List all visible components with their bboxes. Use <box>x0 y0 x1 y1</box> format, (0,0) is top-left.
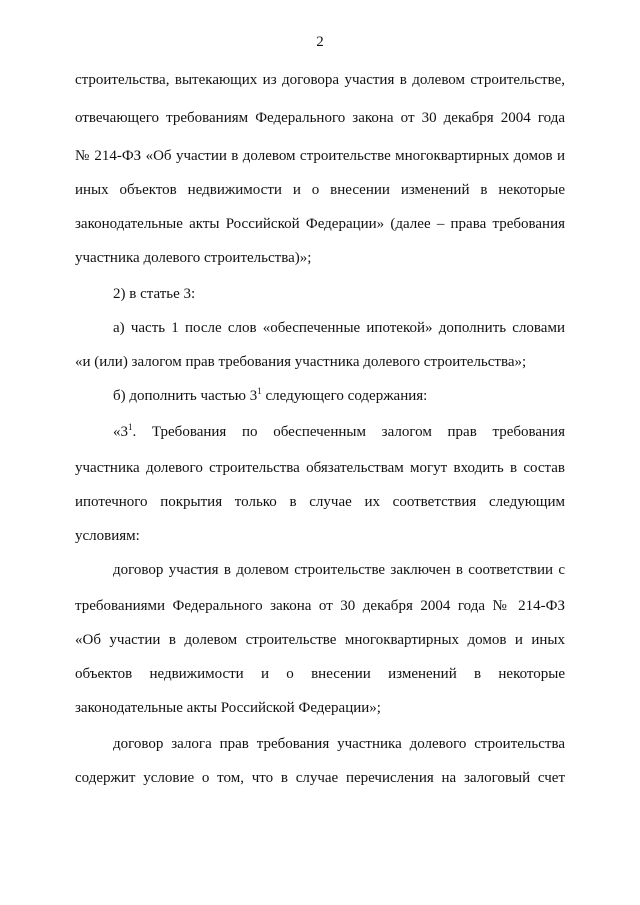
text-line: «и (или) залогом прав требования участника долевого строительства»; <box>75 354 527 370</box>
text-line: договор участия в долевом строительстве заключен в соответствии с <box>113 562 565 578</box>
text-line: строительства, вытекающих из договора участия в долевом строительстве, <box>75 72 565 88</box>
text-line-item-b <box>113 386 427 406</box>
item-b-text: б) дополнить частью 3 <box>113 388 258 404</box>
text-line: договор залога прав требования участника долевого строительства <box>113 736 565 752</box>
text-line-new-part <box>113 422 565 442</box>
text-line: а) часть 1 после слов «обеспеченные ипотекой» дополнить словами <box>113 320 565 336</box>
text-line: 2) в статье 3: <box>113 286 196 302</box>
text-line: содержит условие о том, что в случае перечисления на залоговый счет <box>75 770 565 786</box>
item-b-superscript: 1 <box>257 386 262 396</box>
text-line: законодательные акты Российской Федерации»; <box>75 700 381 716</box>
text-line: отвечающего требованиям Федерального закона от 30 декабря 2004 года <box>75 110 565 126</box>
text-line: участника долевого строительства)»; <box>75 250 312 266</box>
new-part-text: . Требования по обеспеченным залогом прав требования <box>132 424 565 440</box>
text-line: № 214-ФЗ «Об участии в долевом строительстве многоквартирных домов и <box>75 148 565 164</box>
text-line: условиям: <box>75 528 140 544</box>
text-line: требованиями Федерального закона от 30 декабря 2004 года № 214-ФЗ <box>75 598 565 614</box>
text-line: ипотечного покрытия только в случае их соответствия следующим <box>75 494 565 510</box>
text-line: законодательные акты Российской Федерации» (далее – права требования <box>75 216 565 232</box>
new-part-open: «3 <box>113 424 128 440</box>
new-part-superscript: 1 <box>128 422 133 432</box>
text-line: участника долевого строительства обязательствам могут входить в состав <box>75 460 565 476</box>
text-line: объектов недвижимости и о внесении изменений в некоторые <box>75 666 565 682</box>
page-number: 2 <box>316 34 324 50</box>
text-line: иных объектов недвижимости и о внесении изменений в некоторые <box>75 182 565 198</box>
text-line: «Об участии в долевом строительстве многоквартирных домов и иных <box>75 632 565 648</box>
item-b-text-end: следующего содержания: <box>261 388 428 404</box>
